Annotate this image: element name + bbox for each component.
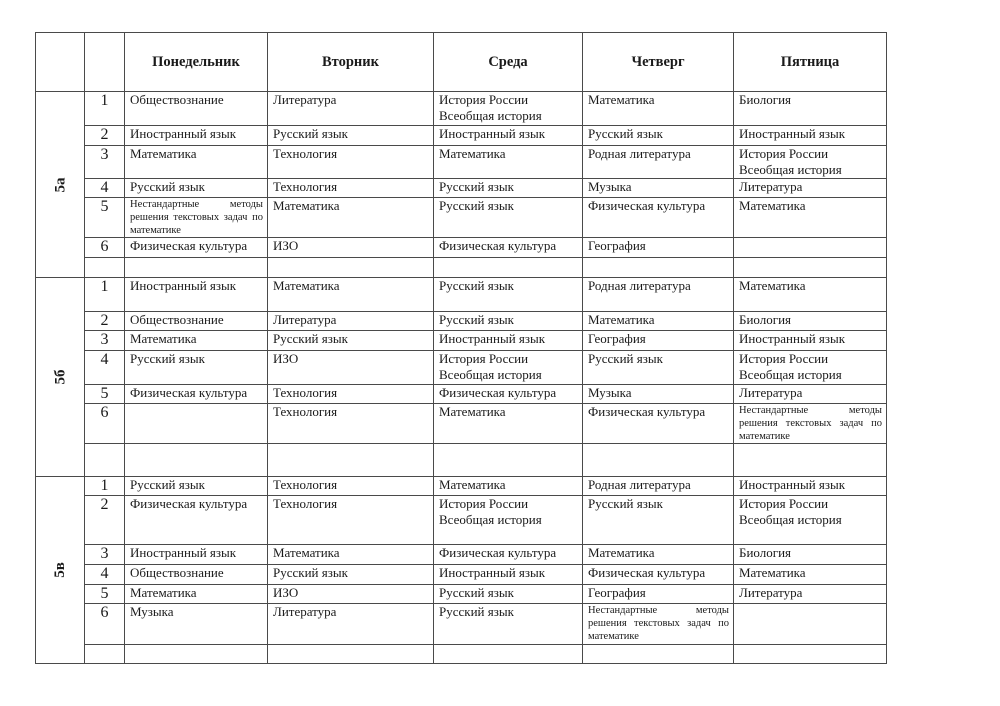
lesson-number: 6 xyxy=(85,404,125,444)
lesson-cell-tuesday xyxy=(268,312,434,331)
lesson-row xyxy=(36,126,887,146)
lesson-number: 4 xyxy=(85,351,125,385)
lesson-number: 3 xyxy=(85,146,125,179)
lesson-cell-thursday xyxy=(583,565,734,585)
lesson-subject: Математика xyxy=(439,404,506,419)
lesson-cell-monday xyxy=(125,238,268,258)
lesson-subject: Русский язык xyxy=(439,198,514,213)
lesson-cell-wednesday xyxy=(434,179,583,198)
lesson-number xyxy=(85,645,125,664)
lesson-subject: Физическая культура xyxy=(130,496,248,511)
lesson-cell-thursday xyxy=(583,444,734,477)
class-label-cell xyxy=(36,92,85,278)
lesson-cell-thursday xyxy=(583,146,734,179)
day-header-monday: Понедельник xyxy=(125,33,268,92)
day-header-wednesday: Среда xyxy=(434,33,583,92)
lesson-subject: Физическая культура xyxy=(130,385,248,400)
class-name: 5б xyxy=(52,369,68,385)
lesson-row xyxy=(36,444,887,477)
lesson-cell-wednesday xyxy=(434,585,583,604)
lesson-subject-long: Нестандартные методы решения текстовых задач по математике xyxy=(588,605,729,642)
lesson-cell-monday xyxy=(125,404,268,444)
lesson-cell-wednesday xyxy=(434,198,583,238)
lesson-subject: Русский язык xyxy=(439,278,514,293)
lesson-subject: География xyxy=(588,238,646,253)
lesson-row xyxy=(36,385,887,404)
lesson-cell-tuesday xyxy=(268,585,434,604)
lesson-cell-monday xyxy=(125,351,268,385)
lesson-subject: Всеобщая история xyxy=(439,512,542,527)
lesson-cell-thursday xyxy=(583,645,734,664)
lesson-cell-tuesday xyxy=(268,385,434,404)
lesson-cell-wednesday xyxy=(434,385,583,404)
lesson-cell-friday xyxy=(734,404,887,444)
lesson-row xyxy=(36,278,887,312)
lesson-cell-monday xyxy=(125,645,268,664)
lesson-cell-wednesday xyxy=(434,312,583,331)
lesson-subject: История России xyxy=(439,496,529,511)
lesson-number: 5 xyxy=(85,585,125,604)
lesson-number: 1 xyxy=(85,477,125,496)
lesson-subject: Музыка xyxy=(130,604,174,619)
lesson-cell-wednesday xyxy=(434,604,583,645)
lesson-subject: Биология xyxy=(739,545,792,560)
lesson-subject: Обществознание xyxy=(130,565,224,580)
day-header-thursday: Четверг xyxy=(583,33,734,92)
lesson-cell-monday xyxy=(125,444,268,477)
lesson-subject: Русский язык xyxy=(273,331,348,346)
lesson-row xyxy=(36,258,887,278)
lesson-cell-friday xyxy=(734,278,887,312)
lesson-cell-tuesday xyxy=(268,496,434,545)
lesson-subject: Русский язык xyxy=(588,126,663,141)
lesson-subject: Всеобщая история xyxy=(739,162,842,177)
lesson-subject: ИЗО xyxy=(273,585,299,600)
lesson-row xyxy=(36,238,887,258)
lesson-cell-friday xyxy=(734,565,887,585)
lesson-subject: Иностранный язык xyxy=(130,545,237,560)
lesson-number: 5 xyxy=(85,198,125,238)
lesson-cell-tuesday xyxy=(268,278,434,312)
lesson-cell-tuesday xyxy=(268,351,434,385)
lesson-cell-friday xyxy=(734,331,887,351)
lesson-subject: Математика xyxy=(130,585,197,600)
lesson-subject: Иностранный язык xyxy=(739,126,846,141)
lesson-cell-monday xyxy=(125,565,268,585)
lesson-subject: Литература xyxy=(739,385,803,400)
lesson-cell-thursday xyxy=(583,126,734,146)
lesson-cell-thursday xyxy=(583,351,734,385)
lesson-cell-monday xyxy=(125,92,268,126)
lesson-subject: История России xyxy=(739,351,829,366)
lesson-subject: Физическая культура xyxy=(439,238,557,253)
lesson-cell-friday xyxy=(734,477,887,496)
lesson-cell-tuesday xyxy=(268,258,434,278)
lesson-subject: История России xyxy=(439,351,529,366)
lesson-cell-friday xyxy=(734,198,887,238)
lesson-cell-friday xyxy=(734,238,887,258)
class-name: 5в xyxy=(51,562,68,578)
lesson-cell-friday xyxy=(734,496,887,545)
lesson-subject: Технология xyxy=(273,179,338,194)
lesson-number: 3 xyxy=(85,545,125,565)
lesson-cell-thursday xyxy=(583,179,734,198)
lesson-row xyxy=(36,496,887,545)
corner-cell xyxy=(85,33,125,92)
lesson-subject: Всеобщая история xyxy=(739,512,842,527)
lesson-subject: Литература xyxy=(739,585,803,600)
lesson-subject: Технология xyxy=(273,404,338,419)
lesson-subject: Физическая культура xyxy=(588,404,706,419)
lesson-number: 2 xyxy=(85,126,125,146)
lesson-subject: Русский язык xyxy=(130,351,205,366)
lesson-cell-wednesday xyxy=(434,404,583,444)
lesson-subject: Математика xyxy=(273,278,340,293)
lesson-cell-tuesday xyxy=(268,404,434,444)
lesson-subject: Математика xyxy=(588,312,655,327)
lesson-subject: Музыка xyxy=(588,179,632,194)
lesson-subject: Математика xyxy=(739,565,806,580)
header-row xyxy=(36,33,887,92)
lesson-number: 5 xyxy=(85,385,125,404)
lesson-subject: Иностранный язык xyxy=(130,278,237,293)
lesson-cell-wednesday xyxy=(434,444,583,477)
lesson-cell-wednesday xyxy=(434,351,583,385)
lesson-cell-thursday xyxy=(583,385,734,404)
lesson-row xyxy=(36,92,887,126)
lesson-cell-monday xyxy=(125,258,268,278)
lesson-cell-thursday xyxy=(583,92,734,126)
lesson-cell-thursday xyxy=(583,545,734,565)
lesson-cell-monday xyxy=(125,585,268,604)
lesson-subject: География xyxy=(588,331,646,346)
lesson-number: 4 xyxy=(85,565,125,585)
lesson-number: 1 xyxy=(85,278,125,312)
lesson-cell-thursday xyxy=(583,238,734,258)
corner-cell xyxy=(36,33,85,92)
lesson-number: 2 xyxy=(85,496,125,545)
lesson-subject: Математика xyxy=(439,146,506,161)
lesson-subject: Всеобщая история xyxy=(439,108,542,123)
lesson-cell-wednesday xyxy=(434,496,583,545)
class-name: 5а xyxy=(52,177,68,192)
lesson-cell-monday xyxy=(125,331,268,351)
lesson-subject: Математика xyxy=(130,146,197,161)
lesson-row xyxy=(36,604,887,645)
lesson-cell-tuesday xyxy=(268,645,434,664)
schedule-table xyxy=(35,32,887,664)
lesson-cell-tuesday xyxy=(268,92,434,126)
lesson-cell-thursday xyxy=(583,278,734,312)
lesson-cell-friday xyxy=(734,126,887,146)
day-header-tuesday: Вторник xyxy=(268,33,434,92)
lesson-cell-tuesday xyxy=(268,331,434,351)
lesson-subject: Математика xyxy=(739,278,806,293)
lesson-cell-thursday xyxy=(583,331,734,351)
lesson-cell-thursday xyxy=(583,312,734,331)
lesson-subject: Русский язык xyxy=(273,126,348,141)
lesson-subject: Физическая культура xyxy=(439,545,557,560)
lesson-cell-monday xyxy=(125,278,268,312)
lesson-cell-monday xyxy=(125,312,268,331)
lesson-subject: География xyxy=(588,585,646,600)
lesson-cell-monday xyxy=(125,477,268,496)
lesson-cell-monday xyxy=(125,126,268,146)
lesson-number: 3 xyxy=(85,331,125,351)
lesson-row xyxy=(36,545,887,565)
lesson-subject: Русский язык xyxy=(439,585,514,600)
lesson-subject: Русский язык xyxy=(439,179,514,194)
lesson-subject: Всеобщая история xyxy=(439,367,542,382)
lesson-cell-monday xyxy=(125,496,268,545)
lesson-cell-wednesday xyxy=(434,238,583,258)
lesson-row xyxy=(36,404,887,444)
lesson-cell-wednesday xyxy=(434,92,583,126)
lesson-subject: Технология xyxy=(273,496,338,511)
lesson-row xyxy=(36,179,887,198)
lesson-subject: Литература xyxy=(273,604,337,619)
lesson-cell-wednesday xyxy=(434,545,583,565)
lesson-row xyxy=(36,565,887,585)
lesson-subject: Биология xyxy=(739,92,792,107)
lesson-subject: Биология xyxy=(739,312,792,327)
lesson-subject-long: Нестандартные методы решения текстовых задач по математике xyxy=(130,199,263,236)
lesson-row xyxy=(36,312,887,331)
lesson-cell-friday xyxy=(734,179,887,198)
lesson-cell-wednesday xyxy=(434,278,583,312)
lesson-cell-thursday xyxy=(583,477,734,496)
lesson-subject: Иностранный язык xyxy=(439,126,546,141)
lesson-subject: Иностранный язык xyxy=(130,126,237,141)
lesson-subject: Литература xyxy=(739,179,803,194)
lesson-subject: Иностранный язык xyxy=(739,477,846,492)
lesson-cell-tuesday xyxy=(268,198,434,238)
lesson-cell-wednesday xyxy=(434,645,583,664)
lesson-cell-thursday xyxy=(583,496,734,545)
lesson-cell-tuesday xyxy=(268,604,434,645)
lesson-number xyxy=(85,258,125,278)
lesson-cell-tuesday xyxy=(268,146,434,179)
lesson-number: 1 xyxy=(85,92,125,126)
lesson-cell-wednesday xyxy=(434,477,583,496)
lesson-subject: Технология xyxy=(273,385,338,400)
lesson-row xyxy=(36,585,887,604)
lesson-subject: Русский язык xyxy=(588,351,663,366)
lesson-number: 2 xyxy=(85,312,125,331)
lesson-subject: Родная литература xyxy=(588,146,691,161)
lesson-cell-tuesday xyxy=(268,477,434,496)
lesson-subject: ИЗО xyxy=(273,238,299,253)
day-header-friday: Пятница xyxy=(734,33,887,92)
lesson-cell-wednesday xyxy=(434,126,583,146)
lesson-cell-monday xyxy=(125,146,268,179)
lesson-subject: ИЗО xyxy=(273,351,299,366)
lesson-subject: Физическая культура xyxy=(588,565,706,580)
lesson-subject: Математика xyxy=(588,92,655,107)
lesson-subject: Иностранный язык xyxy=(439,331,546,346)
lesson-row xyxy=(36,645,887,664)
lesson-cell-tuesday xyxy=(268,238,434,258)
lesson-subject: История России xyxy=(739,496,829,511)
lesson-row xyxy=(36,477,887,496)
lesson-subject: Всеобщая история xyxy=(739,367,842,382)
lesson-subject: Русский язык xyxy=(439,604,514,619)
lesson-subject: Физическая культура xyxy=(130,238,248,253)
lesson-subject: Технология xyxy=(273,477,338,492)
lesson-row xyxy=(36,331,887,351)
lesson-subject: Русский язык xyxy=(439,312,514,327)
lesson-cell-tuesday xyxy=(268,545,434,565)
lesson-cell-friday xyxy=(734,351,887,385)
lesson-subject: Иностранный язык xyxy=(739,331,846,346)
lesson-subject: Математика xyxy=(439,477,506,492)
lesson-cell-friday xyxy=(734,385,887,404)
lesson-cell-monday xyxy=(125,604,268,645)
lesson-row xyxy=(36,198,887,238)
lesson-subject: Русский язык xyxy=(130,179,205,194)
lesson-cell-friday xyxy=(734,645,887,664)
lesson-number xyxy=(85,444,125,477)
class-label-cell xyxy=(36,278,85,477)
lesson-subject: Русский язык xyxy=(588,496,663,511)
lesson-cell-monday xyxy=(125,179,268,198)
lesson-cell-friday xyxy=(734,312,887,331)
lesson-cell-thursday xyxy=(583,258,734,278)
lesson-subject: Музыка xyxy=(588,385,632,400)
lesson-cell-wednesday xyxy=(434,258,583,278)
lesson-subject: Физическая культура xyxy=(588,198,706,213)
lesson-cell-friday xyxy=(734,146,887,179)
lesson-subject: Литература xyxy=(273,92,337,107)
lesson-subject: Технология xyxy=(273,146,338,161)
lesson-subject: Литература xyxy=(273,312,337,327)
lesson-number: 4 xyxy=(85,179,125,198)
lesson-cell-monday xyxy=(125,545,268,565)
lesson-row xyxy=(36,146,887,179)
lesson-cell-friday xyxy=(734,604,887,645)
lesson-cell-tuesday xyxy=(268,565,434,585)
lesson-subject: Обществознание xyxy=(130,92,224,107)
lesson-subject: Обществознание xyxy=(130,312,224,327)
lesson-cell-tuesday xyxy=(268,444,434,477)
lesson-cell-wednesday xyxy=(434,565,583,585)
lesson-cell-friday xyxy=(734,92,887,126)
lesson-number: 6 xyxy=(85,238,125,258)
lesson-cell-thursday xyxy=(583,585,734,604)
lesson-cell-friday xyxy=(734,444,887,477)
lesson-subject: Математика xyxy=(273,198,340,213)
lesson-subject: Математика xyxy=(273,545,340,560)
lesson-cell-wednesday xyxy=(434,146,583,179)
lesson-subject: Родная литература xyxy=(588,278,691,293)
lesson-subject: История России xyxy=(439,92,529,107)
lesson-subject: Русский язык xyxy=(130,477,205,492)
lesson-cell-tuesday xyxy=(268,179,434,198)
lesson-row xyxy=(36,351,887,385)
lesson-cell-thursday xyxy=(583,404,734,444)
lesson-number: 6 xyxy=(85,604,125,645)
lesson-subject: Математика xyxy=(739,198,806,213)
lesson-cell-monday xyxy=(125,198,268,238)
lesson-subject-long: Нестандартные методы решения текстовых задач по математике xyxy=(739,405,882,442)
lesson-cell-tuesday xyxy=(268,126,434,146)
lesson-cell-friday xyxy=(734,258,887,278)
lesson-subject: Физическая культура xyxy=(439,385,557,400)
lesson-subject: Родная литература xyxy=(588,477,691,492)
lesson-subject: Математика xyxy=(130,331,197,346)
lesson-subject: Математика xyxy=(588,545,655,560)
lesson-cell-monday xyxy=(125,385,268,404)
lesson-subject: Русский язык xyxy=(273,565,348,580)
lesson-cell-friday xyxy=(734,545,887,565)
lesson-cell-thursday xyxy=(583,198,734,238)
lesson-subject: История России xyxy=(739,146,829,161)
lesson-cell-thursday xyxy=(583,604,734,645)
lesson-cell-wednesday xyxy=(434,331,583,351)
class-label-cell xyxy=(36,477,85,664)
lesson-subject: Иностранный язык xyxy=(439,565,546,580)
lesson-cell-friday xyxy=(734,585,887,604)
